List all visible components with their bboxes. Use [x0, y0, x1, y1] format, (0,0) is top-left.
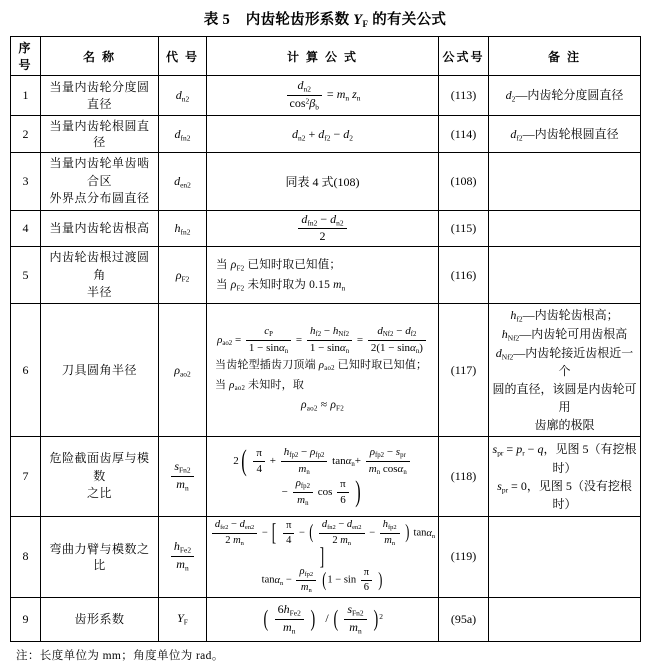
- row-formula-no: (95a): [439, 597, 489, 641]
- row-formula-no: (113): [439, 76, 489, 116]
- row-note: $h_{f2}—$内齿轮齿根高； $h_{Nf2}—$内齿轮可用齿根高 $d_{Nf2}—$内齿轮接近齿根近一个 圆的直径，该圆是内齿轮可用 齿廓的极限: [489, 304, 641, 437]
- row-code: $\rho_{ao2}$: [159, 304, 207, 437]
- table-caption: 表 5 内齿轮齿形系数 $Y_F$ 的有关公式: [203, 12, 447, 29]
- row-note: [489, 597, 641, 641]
- row-no: 4: [11, 210, 41, 247]
- header-note: 备 注: [489, 37, 641, 76]
- row-formula-no: (115): [439, 210, 489, 247]
- header-no: 序号: [11, 37, 41, 76]
- row-note: [489, 153, 641, 210]
- row-code: $\rho_{F2}$: [159, 247, 207, 304]
- row-no: 3: [11, 153, 41, 210]
- row-formula-no: (117): [439, 304, 489, 437]
- row-formula-no: (108): [439, 153, 489, 210]
- table-row: [11, 210, 641, 247]
- row-formula-no: (119): [439, 517, 489, 598]
- row-no: 1: [11, 76, 41, 116]
- row-note: [489, 210, 641, 247]
- table-footnote: 注：长度单位为 mm；角度单位为 rad。: [16, 649, 224, 662]
- row-formula-no: (116): [439, 247, 489, 304]
- row-note: $d_{f2}—$内齿轮根圆直径: [489, 116, 641, 153]
- row-no: 5: [11, 247, 41, 304]
- row-no: 6: [11, 304, 41, 437]
- row-code: $d_{en2}$: [159, 153, 207, 210]
- row-code: $\frac{s_{Fn2}}{m_n}$: [159, 437, 207, 517]
- row-name: 当量内齿轮单齿啮合区 外界点分布圆直径: [41, 153, 159, 210]
- row-name: 弯曲力臂与模数之比: [41, 517, 159, 598]
- table-header-row: [11, 37, 641, 76]
- row-no: 9: [11, 597, 41, 641]
- table-row: [11, 597, 641, 641]
- row-name: 当量内齿轮分度圆直径: [41, 76, 159, 116]
- table-row: [11, 153, 641, 210]
- row-code: $\frac{h_{Fe2}}{m_n}$: [159, 517, 207, 598]
- row-code: $d_{n2}$: [159, 76, 207, 116]
- table-row: [11, 247, 641, 304]
- table-row: [11, 517, 641, 598]
- row-code: $h_{fn2}$: [159, 210, 207, 247]
- row-formula: $\rho_{ao2}$ = $\frac{c_P}{1 - \sin\alpha_n}$ = $\frac{h_{f2} - h_{Nf2}}{1 - \sin\alpha_n}$ = $\frac{d_{Nf2} - d_{f2}}{2(1 - \sin\alpha_n)}$ 当齿轮型插齿刀顶端 $\rho_{ao2}$ 已知时取已知值； 当 $\rho_{ao2}$ 未知时，取 $\rho_{ao2} \approx \rho_{F2}$: [207, 304, 439, 437]
- header-formula-no: 公式号: [439, 37, 489, 76]
- row-name: 内齿轮齿根过渡圆角 半径: [41, 247, 159, 304]
- row-name: 当量内齿轮根圆直径: [41, 116, 159, 153]
- table-row: [11, 76, 641, 116]
- row-formula: 2( $\frac{\pi}{4}$ + $\frac{h_{fp2} - \rho_{fp2}}{m_n}$ tanα$_n$+ $\frac{\rho_{fp2} - s_{pr}}{m_n \cos\alpha_n}$ − $\frac{\rho_{fp2}}{m_n}$ cos $\frac{\pi}{6}$ ): [207, 437, 439, 517]
- row-code: $d_{fn2}$: [159, 116, 207, 153]
- row-formula: 同表 4 式(108): [207, 153, 439, 210]
- row-note: $d_2—$内齿轮分度圆直径: [489, 76, 641, 116]
- row-code: $Y_F$: [159, 597, 207, 641]
- row-no: 8: [11, 517, 41, 598]
- row-note: [489, 517, 641, 598]
- row-formula: 当 $\rho_{F2}$ 已知时取已知值； 当 $\rho_{F2}$ 未知时取为 0.15 $m_n$: [207, 247, 439, 304]
- table-row: [11, 437, 641, 517]
- table-row: [11, 116, 641, 153]
- row-formula-no: (118): [439, 437, 489, 517]
- formula-table: [10, 36, 641, 642]
- row-name: 刀具圆角半径: [41, 304, 159, 437]
- row-formula: $\frac{d_{fn2} - d_{n2}}{2}$: [207, 210, 439, 247]
- row-formula: ( $\frac{6h_{Fe2}}{m_n}$ ) / ( $\frac{s_{Fn2}}{m_n}$ )$^2$: [207, 597, 439, 641]
- header-formula: 计 算 公 式: [207, 37, 439, 76]
- row-name: 危险截面齿厚与模数 之比: [41, 437, 159, 517]
- row-no: 2: [11, 116, 41, 153]
- row-name: 齿形系数: [41, 597, 159, 641]
- row-formula: $\frac{d_{n2}}{\cos^2\beta_b}$ = $m_n$ $z_n$: [207, 76, 439, 116]
- row-note: [489, 247, 641, 304]
- header-name: 名 称: [41, 37, 159, 76]
- row-formula-no: (114): [439, 116, 489, 153]
- row-name: 当量内齿轮齿根高: [41, 210, 159, 247]
- table-row: [11, 304, 641, 437]
- row-formula: $d_{n2} + d_{f2} - d_2$: [207, 116, 439, 153]
- row-note: $s_{pr} = p_r - q$，见图 5（有挖根时） $s_{pr} = 0$，见图 5（没有挖根时）: [489, 437, 641, 517]
- row-formula: $\frac{d_{fe2} - d_{en2}}{2 m_n}$ − [ $\frac{\pi}{4}$ − ( $\frac{d_{fn2} - d_{en2}}{2 m_n}$ − $\frac{h_{fp2}}{m_n}$ ) tanα$_n$ ] tanα$_n$ − $\frac{\rho_{fp2}}{m_n}$ (1 − sin $\frac{\pi}{6}$ ): [207, 517, 439, 598]
- header-code: 代 号: [159, 37, 207, 76]
- row-no: 7: [11, 437, 41, 517]
